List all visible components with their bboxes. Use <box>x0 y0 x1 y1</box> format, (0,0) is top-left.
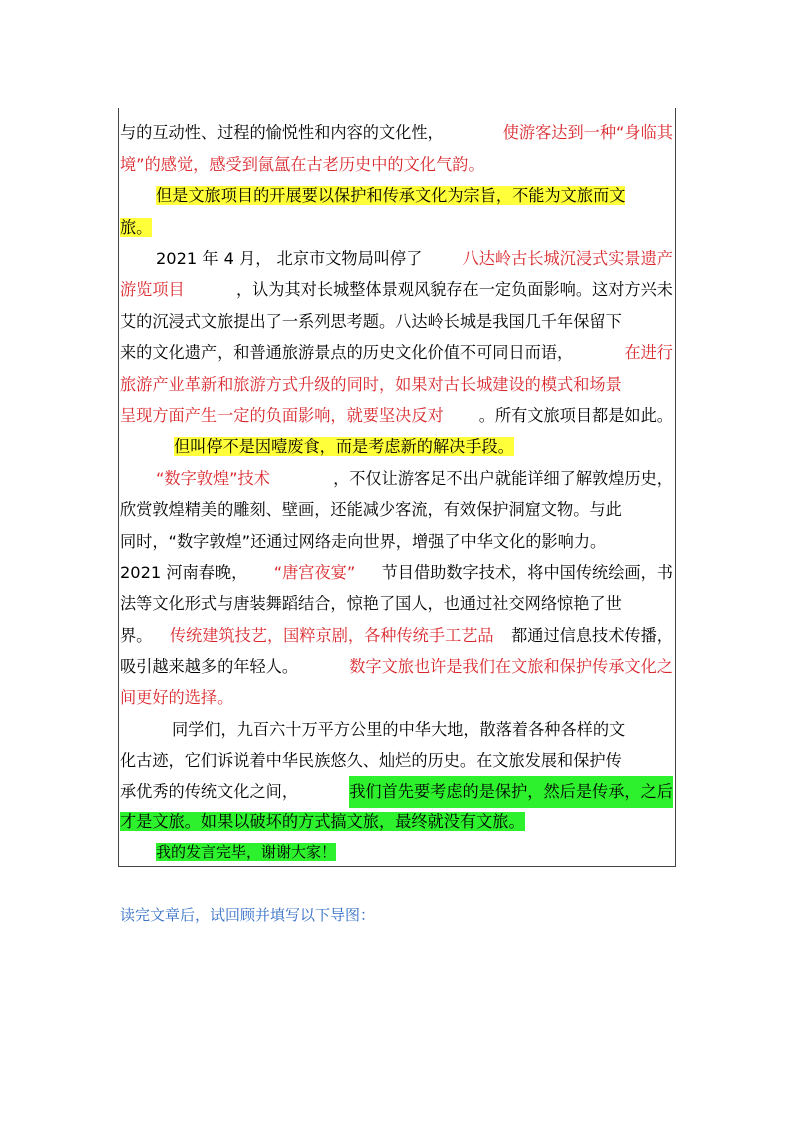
text-line-14 <box>120 526 673 558</box>
text-line-12 <box>120 463 673 495</box>
text-span: 同学们，九百六十万平方公里的中华大地，散落着各种各样的文 <box>172 720 626 739</box>
text-line-23 <box>120 806 673 838</box>
text-line-7 <box>120 306 673 338</box>
text-span-red: 传统建筑技艺，国粹京剧，各种传统手工艺品 <box>169 626 494 645</box>
text-line-16 <box>120 588 673 620</box>
text-span-red: 在进行 <box>624 343 673 362</box>
text-span-red: 间更好的选择。 <box>120 688 234 707</box>
text-span-red: “数字敦煌”技术 <box>156 469 270 488</box>
text-line-21 <box>120 745 673 777</box>
text-span-red: 旅游产业革新和旅游方式升级的同时，如果对古长城建设的模式和场景 <box>120 375 622 394</box>
text-span-red: 八达岭古长城沉浸式实景遗产 <box>462 249 673 268</box>
text-span-red: 游览项目 <box>120 280 185 299</box>
text-span: 2021 年 4 月， 北京市文物局叫停了 <box>156 249 423 268</box>
text-line-13 <box>120 494 673 526</box>
text-span: 界。 <box>120 626 153 645</box>
text-line-4 <box>120 212 673 244</box>
text-line-20 <box>120 714 673 746</box>
text-span-green: 才是文旅。如果以破坏的方式搞文旅，最终就没有文旅。 <box>120 812 525 831</box>
text-line-19 <box>120 682 673 714</box>
text-span-red: 数字文旅也许是我们在文旅和保护传承文化之 <box>349 657 673 676</box>
text-span: 同时，“数字敦煌”还通过网络走向世界，增强了中华文化的影响力。 <box>120 532 607 551</box>
text-line-9 <box>120 369 673 401</box>
text-span-green: 我的发言完毕，谢谢大家！ <box>156 843 337 861</box>
text-line-22 <box>120 776 673 808</box>
text-span-red: “唐宫夜宴” <box>273 563 356 582</box>
text-span: ，不仅让游客足不出户就能详细了解敦煌历史， <box>333 469 673 488</box>
text-line-3 <box>120 180 673 212</box>
text-span: 艾的沉浸式文旅提出了一系列思考题。八达岭长城是我国几千年保留下 <box>120 312 622 331</box>
text-line-15 <box>120 557 673 589</box>
text-span-yellow: 旅。 <box>120 218 153 237</box>
text-span-yellow: 但叫停不是因噎废食，而是考虑新的解决手段。 <box>174 437 514 456</box>
text-line-2 <box>120 149 673 181</box>
text-span-red: 使游客达到一种“身临其 <box>502 123 673 142</box>
text-line-1 <box>120 117 673 149</box>
text-line-6 <box>120 274 673 306</box>
text-span-green: 我们首先要考虑的是保护，然后是传承，之后 <box>349 776 673 808</box>
text-span: 承优秀的传统文化之间， <box>120 782 299 801</box>
text-span: 化古迹，它们诉说着中华民族悠久、灿烂的历史。在文旅发展和保护传 <box>120 751 622 770</box>
text-line-8 <box>120 337 673 369</box>
text-span: 节目借助数字技术，将中国传统绘画，书 <box>381 563 673 582</box>
text-span-yellow: 但是文旅项目的开展要以保护和传承文化为宗旨，不能为文旅而文 <box>156 186 626 205</box>
text-span: 2021 河南春晚， <box>120 563 248 582</box>
text-span-red: 境”的感觉，感受到氤氲在古老历史中的文化气韵。 <box>120 155 485 174</box>
text-line-10 <box>120 400 673 432</box>
text-span: 来的文化遗产，和普通旅游景点的历史文化价值不可同日而语， <box>120 343 574 362</box>
text-span: 吸引越来越多的年轻人。 <box>120 657 299 676</box>
text-line-5 <box>120 243 673 275</box>
text-line-17 <box>120 620 673 652</box>
text-line-18 <box>120 651 673 683</box>
text-span: ，认为其对长城整体景观风貌存在一定负面影响。这对方兴未 <box>235 280 673 299</box>
text-span: 欣赏敦煌精美的雕刻、壁画，还能减少客流，有效保护洞窟文物。与此 <box>120 500 622 519</box>
text-span: 与的互动性、过程的愉悦性和内容的文化性， <box>120 123 444 142</box>
text-line-11 <box>120 431 673 463</box>
text-span: 。所有文旅项目都是如此。 <box>478 406 673 425</box>
text-line-24 <box>120 836 673 868</box>
text-span: 法等文化形式与唐装舞蹈结合，惊艳了国人，也通过社交网络惊艳了世 <box>120 594 622 613</box>
text-span: 都通过信息技术传播， <box>511 626 673 645</box>
text-span-red: 呈现方面产生一定的负面影响，就要坚决反对 <box>120 406 444 425</box>
footer-instruction: 读完文章后，试回顾并填写以下导图： <box>120 906 376 924</box>
